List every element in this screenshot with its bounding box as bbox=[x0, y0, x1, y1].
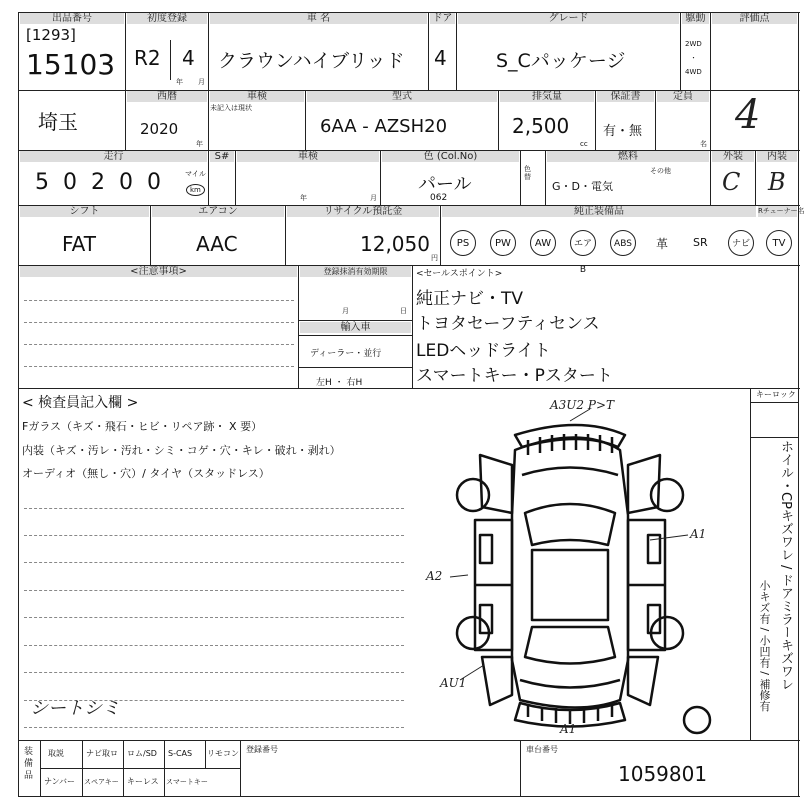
model-code-header: 型式 bbox=[307, 91, 497, 102]
equipment-ps: PS bbox=[450, 230, 476, 256]
drive-header: 駆動 bbox=[682, 13, 709, 24]
damage-mark-rear-left: AU1 bbox=[440, 676, 467, 690]
drive-dot: ・ bbox=[690, 54, 697, 62]
drive-4wd: 4WD bbox=[685, 68, 702, 76]
footer-label: スペアキー bbox=[84, 778, 119, 786]
displacement-header: 排気量 bbox=[500, 91, 594, 102]
warranty: 有・無 bbox=[603, 124, 643, 139]
lot-number-header: 出品番号 bbox=[20, 13, 124, 24]
recycle-fee: 12,050 bbox=[360, 232, 430, 256]
rating-header: 評価点 bbox=[712, 13, 797, 24]
lot-number: 15103 bbox=[26, 48, 116, 81]
equipment-airbag: エアB bbox=[570, 230, 596, 256]
doors-header: ドア bbox=[430, 13, 455, 24]
doors-count: 4 bbox=[434, 46, 447, 70]
shaken-s-header: S# bbox=[210, 151, 234, 162]
right-note-1: ホイル・CPキズワレ / ドアミラーキズワレ bbox=[778, 440, 793, 691]
spare-tire bbox=[684, 707, 710, 733]
fuel-other: その他 bbox=[650, 167, 671, 175]
aircon-header: エアコン bbox=[152, 206, 284, 217]
inspector-handwriting: シートシミ bbox=[30, 698, 120, 719]
equipment-side-label: 装備品 bbox=[24, 747, 34, 781]
mileage bbox=[28, 170, 168, 195]
damage-mark-right: A1 bbox=[690, 527, 707, 541]
registration-number-label: 登録番号 bbox=[246, 745, 278, 754]
chassis-number-label: 車台番号 bbox=[526, 745, 558, 754]
footer-label: ロム/SD bbox=[127, 749, 157, 758]
shift: FAT bbox=[62, 232, 97, 256]
equipment-tv: TV bbox=[766, 230, 792, 256]
shaken-header: 車検 bbox=[237, 151, 379, 162]
equipment-header: 純正装備品 bbox=[442, 206, 756, 217]
displacement: 2,500 bbox=[512, 114, 570, 138]
capacity-header: 定員 bbox=[657, 91, 709, 102]
equipment-abs: ABS bbox=[610, 230, 636, 256]
mile-unit: マイル bbox=[185, 170, 206, 178]
color-change-label: 色替 bbox=[524, 165, 531, 181]
wheel-front-left bbox=[457, 479, 489, 511]
equipment-sr: SR bbox=[693, 236, 708, 249]
equipment-leather: 革 bbox=[656, 237, 669, 251]
caution-header: <注意事項> bbox=[20, 266, 297, 277]
damage-mark-front: A3U2 P>T bbox=[550, 398, 614, 412]
recycle-header: リサイクル預託金 bbox=[287, 206, 439, 217]
roof-outline bbox=[532, 550, 608, 620]
mileage-header: 走行 bbox=[20, 151, 207, 162]
right-note-2: 小キズ有 / 小凹有 / 補修有 bbox=[758, 580, 771, 712]
fuel-options: G・D・電気 bbox=[552, 180, 613, 193]
cc-unit: cc bbox=[580, 140, 588, 148]
mileage-digit: 5 bbox=[35, 170, 49, 195]
mileage-digit: 0 bbox=[119, 170, 133, 195]
sales-point: 純正ナビ・TV bbox=[416, 289, 524, 309]
inspection-year-unit: 年 bbox=[196, 140, 203, 148]
exterior-header: 外装 bbox=[712, 151, 754, 162]
color-header: 色 (Col.No) bbox=[382, 151, 519, 162]
handle-side: 左H ・ 右H bbox=[316, 378, 363, 388]
inspector-line-audio: オーディオ（無し・穴）/ タイヤ（スタッドレス） bbox=[22, 467, 270, 480]
year-unit: 年 bbox=[176, 78, 183, 86]
damage-mark-rear: A1 bbox=[560, 722, 577, 736]
first-registration-month: 4 bbox=[182, 46, 195, 70]
equipment-navi: ナビ bbox=[728, 230, 754, 256]
model-name: クラウンハイブリッド bbox=[218, 50, 405, 72]
km-unit: km bbox=[186, 184, 205, 196]
inspector-line-glass: Fガラス（キズ・飛石・ヒビ・リペア跡・ X 要） bbox=[22, 420, 263, 433]
grade: S_Cパッケージ bbox=[496, 50, 626, 72]
footer-label: ナンバー bbox=[44, 777, 76, 786]
mileage-digit: 2 bbox=[91, 170, 105, 195]
shaken-year-unit: 年 bbox=[300, 194, 307, 202]
shaken-month-unit: 月 bbox=[370, 194, 377, 202]
sales-point: スマートキー・Pスタート bbox=[416, 366, 613, 386]
inspection-header: 車検 bbox=[210, 91, 304, 102]
car-body-outline bbox=[512, 438, 628, 708]
car-damage-diagram bbox=[420, 395, 750, 740]
chassis-number: 1059801 bbox=[618, 762, 708, 786]
footer-label: S-CAS bbox=[168, 749, 193, 758]
aircon: AAC bbox=[196, 232, 238, 256]
fuel-header: 燃料 bbox=[547, 151, 709, 162]
region: 埼玉 bbox=[38, 110, 78, 134]
windshield-outline bbox=[525, 504, 615, 545]
capacity-unit: 名 bbox=[700, 140, 707, 148]
tuner-header: Rチューナー名 bbox=[758, 207, 805, 215]
sales-point: トヨタセーフティセンス bbox=[416, 314, 600, 334]
shift-header: シフト bbox=[20, 206, 149, 217]
first-registration-header: 初度登録 bbox=[127, 13, 207, 24]
grade-header: グレード bbox=[458, 13, 679, 24]
damage-mark-left: A2 bbox=[426, 569, 443, 583]
inspector-line-interior: 内装（キズ・汚レ・汚れ・シミ・コゲ・穴・キレ・破れ・剥れ） bbox=[22, 444, 341, 457]
model-name-header: 車 名 bbox=[210, 13, 427, 24]
exterior-grade: C bbox=[722, 168, 741, 196]
interior-header: 内装 bbox=[757, 151, 797, 162]
model-code: 6AA - AZSH20 bbox=[320, 116, 448, 137]
mileage-digit: 0 bbox=[63, 170, 77, 195]
key-lock-label: キーロック bbox=[756, 390, 796, 399]
equipment-pw: PW bbox=[490, 230, 516, 256]
first-registration-era: R2 bbox=[134, 46, 161, 70]
interior-grade: B bbox=[768, 168, 786, 196]
import-type: ディーラー・並行 bbox=[310, 349, 382, 359]
rating-score: 4 bbox=[735, 92, 761, 138]
footer-label: ナビ取ロ bbox=[86, 749, 118, 758]
equipment-aw: AW bbox=[530, 230, 556, 256]
drive-2wd: 2WD bbox=[685, 40, 702, 48]
import-header: 輸入車 bbox=[300, 322, 411, 333]
month-unit: 月 bbox=[198, 78, 205, 86]
color: パール bbox=[418, 174, 472, 195]
inspector-title: < 検査員記入欄 > bbox=[22, 395, 139, 411]
warranty-header: 保証書 bbox=[597, 91, 654, 102]
footer-label: 取説 bbox=[48, 749, 64, 758]
legal-day-unit: 日 bbox=[400, 307, 407, 315]
legal-expiry-header: 登録抹消有効期限 bbox=[300, 266, 411, 277]
seireki-header: 西暦 bbox=[127, 91, 207, 102]
footer-label: キーレス bbox=[127, 777, 159, 786]
color-code: 062 bbox=[430, 193, 448, 203]
model-year: 2020 bbox=[140, 120, 179, 138]
rear-window-outline bbox=[525, 627, 615, 664]
sales-point: LEDヘッドライト bbox=[416, 341, 551, 361]
sales-points-header: <セールスポイント> bbox=[416, 269, 503, 279]
footer-label: リモコン bbox=[207, 749, 239, 758]
footer-label: スマートキー bbox=[166, 778, 208, 786]
mileage-digit: 0 bbox=[147, 170, 161, 195]
inspection-note: 未記入は現状 bbox=[210, 104, 252, 112]
lot-sub-number: [1293] bbox=[26, 26, 76, 44]
legal-month-unit: 月 bbox=[342, 307, 349, 315]
yen-unit: 円 bbox=[431, 254, 438, 262]
wheel-front-right bbox=[651, 479, 683, 511]
